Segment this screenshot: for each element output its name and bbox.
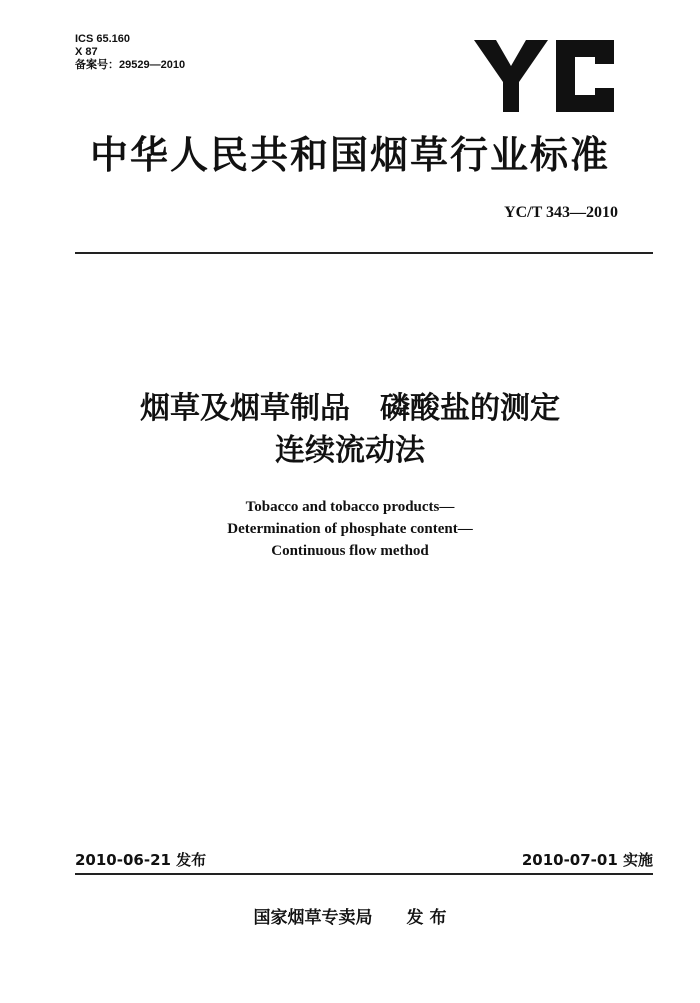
chinese-title-line1: 烟草及烟草制品 磷酸盐的测定 [140,391,560,426]
english-title-line3: Continuous flow method [271,543,429,559]
ics-code: ICS 65.160 [75,33,131,45]
issue-date: 2010-06-21 发布 [75,851,207,869]
bottom-divider [75,873,653,875]
classification-code: X 87 [75,46,98,58]
top-divider [75,252,653,254]
english-title-line2: Determination of phosphate content— [227,521,473,537]
standard-code: YC/T 343—2010 [504,204,618,221]
implementation-date: 2010-07-01 实施 [521,851,653,869]
chinese-title-line2: 连续流动法 [275,433,425,468]
english-title-line1: Tobacco and tobacco products— [245,499,455,515]
publisher: 国家烟草专卖局 发 布 [253,908,447,928]
filing-number: 备案号：29529—2010 [75,59,186,71]
yc-logo [474,40,614,112]
organization-title: 中华人民共和国烟草行业标准 [89,133,610,177]
